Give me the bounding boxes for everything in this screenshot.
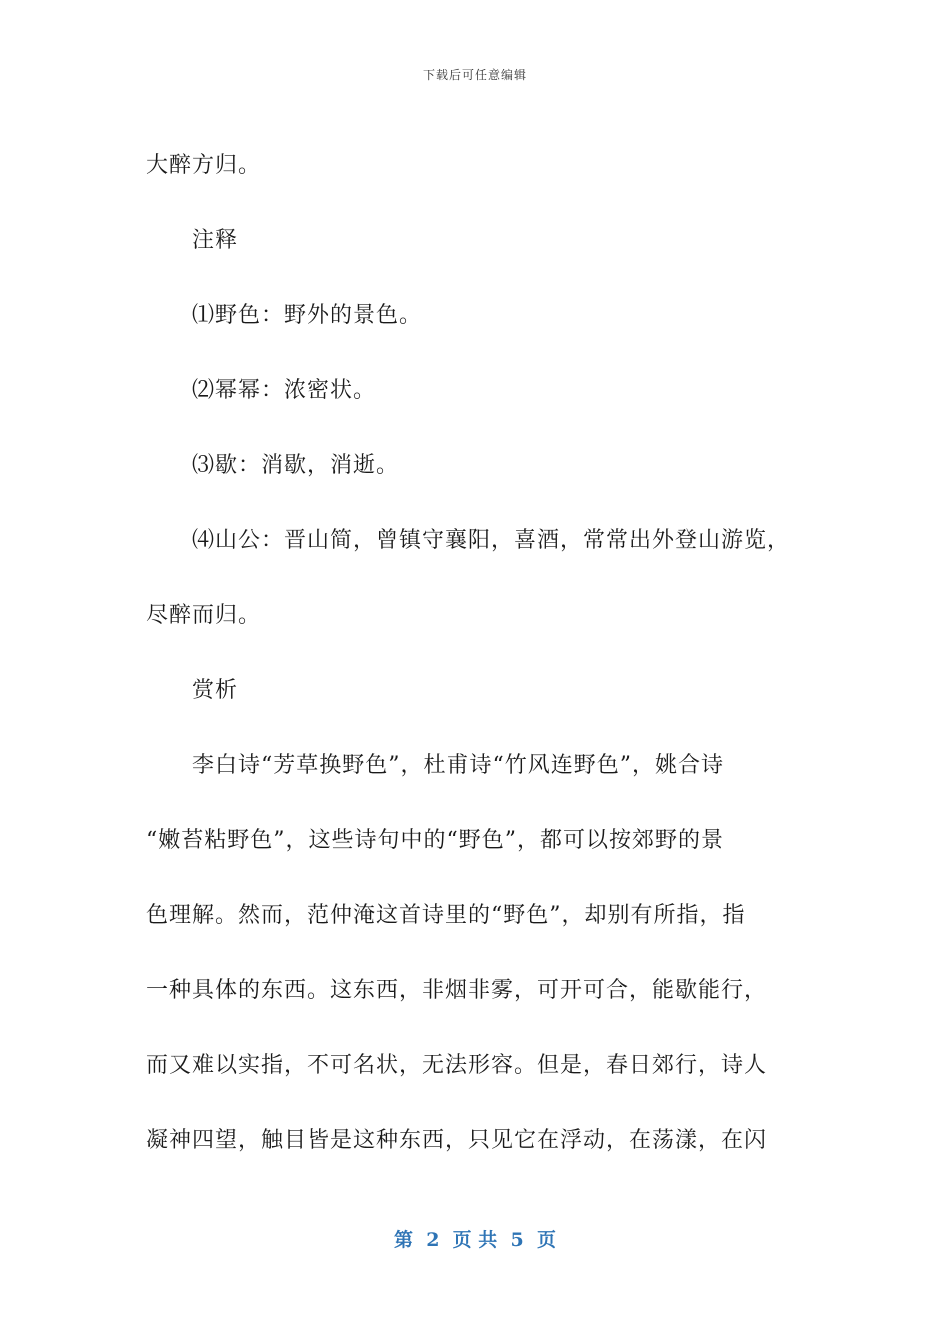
paragraph-line: 大醉方归。 — [146, 153, 262, 178]
note-item: ⑴野色：野外的景色。 — [192, 303, 423, 328]
paragraph-line: 李白诗“芳草换野色”，杜甫诗“竹风连野色”，姚合诗 — [192, 753, 724, 778]
section-heading-notes: 注释 — [192, 228, 239, 253]
paragraph-line: 凝神四望，触目皆是这种东西，只见它在浮动，在荡漾，在闪 — [146, 1128, 768, 1153]
note-item: ⑷山公：晋山简，曾镇守襄阳，喜酒，常常出外登山游览， — [192, 528, 791, 553]
paragraph-line: 而又难以实指，不可名状，无法形容。但是，春日郊行，诗人 — [146, 1053, 768, 1078]
paragraph-line: “嫩苔粘野色”，这些诗句中的“野色”，都可以按郊野的景 — [146, 828, 724, 853]
section-heading-analysis: 赏析 — [192, 678, 239, 703]
page-number-footer: 第 2 页 共 5 页 — [394, 1229, 556, 1251]
note-item: ⑵幂幂：浓密状。 — [192, 378, 377, 403]
paragraph-line: 色理解。然而，范仲淹这首诗里的“野色”，却别有所指，指 — [146, 903, 746, 928]
paragraph-line: 一种具体的东西。这东西，非烟非雾，可开可合，能歇能行， — [146, 978, 768, 1003]
page-header: 下载后可任意编辑 — [422, 68, 527, 82]
document-body — [146, 128, 816, 1178]
paragraph-line: 尽醉而归。 — [146, 603, 262, 628]
note-item: ⑶歇：消歇，消逝。 — [192, 453, 400, 478]
